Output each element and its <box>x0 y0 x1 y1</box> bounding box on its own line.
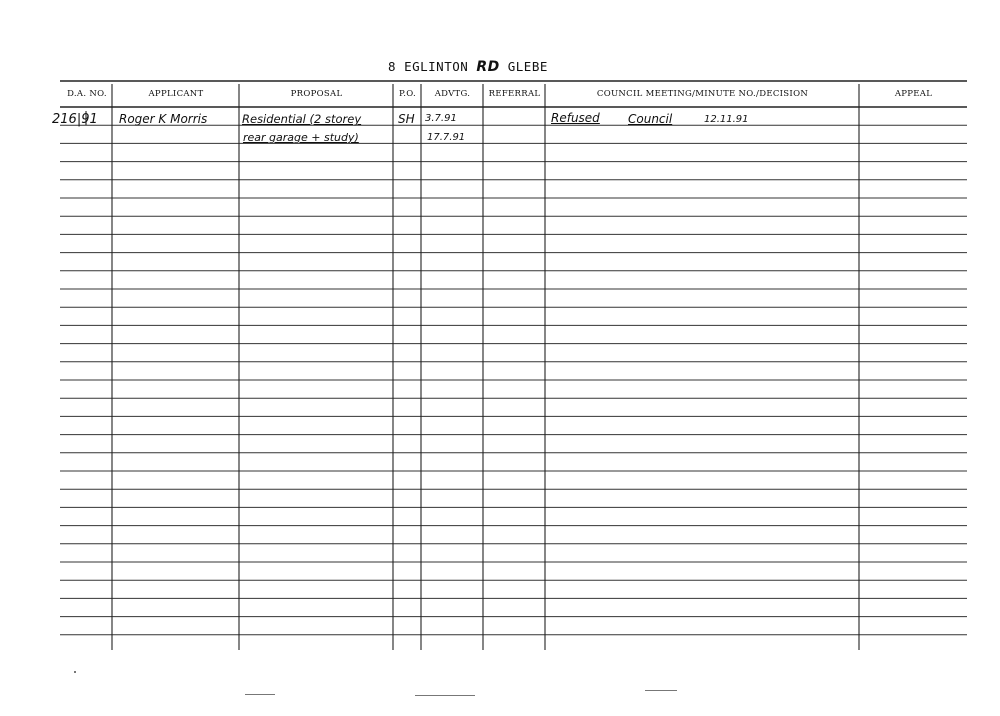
title-suburb: GLEBE <box>507 59 548 74</box>
col-header-po: P.O. <box>398 89 417 99</box>
record-decision-date: 12.11.91 <box>704 114 749 125</box>
record-proposal-line1: Residential (2 storey <box>242 112 362 126</box>
scan-speck <box>415 695 475 696</box>
scan-speck <box>74 671 76 673</box>
record-da-no: 216|91 <box>52 112 98 127</box>
scan-speck <box>645 690 677 691</box>
record-decided-by: Council <box>628 112 673 126</box>
record-decision: Refused <box>551 111 600 125</box>
scan-speck <box>245 694 275 695</box>
title-road-abbr: RD <box>476 59 500 75</box>
col-header-proposal: PROPOSAL <box>290 89 343 99</box>
record-advtg-2: 17.7.91 <box>427 132 466 143</box>
col-header-advtg: ADVTG. <box>434 89 471 99</box>
col-header-da-no: D.A. NO. <box>67 89 107 99</box>
col-header-appeal: APPEAL <box>894 89 933 99</box>
record-proposal-line2: rear garage + study) <box>243 131 359 144</box>
title-street: EGLINTON <box>404 59 469 74</box>
record-po: SH <box>398 112 415 126</box>
col-header-decision: COUNCIL MEETING/MINUTE NO./DECISION <box>596 89 809 99</box>
record-advtg-1: 3.7.91 <box>425 113 457 124</box>
record-applicant: Roger K Morris <box>119 112 208 126</box>
title-number: 8 <box>388 59 397 74</box>
col-header-applicant: APPLICANT <box>148 89 204 99</box>
col-header-referral: REFERRAL <box>488 89 541 99</box>
